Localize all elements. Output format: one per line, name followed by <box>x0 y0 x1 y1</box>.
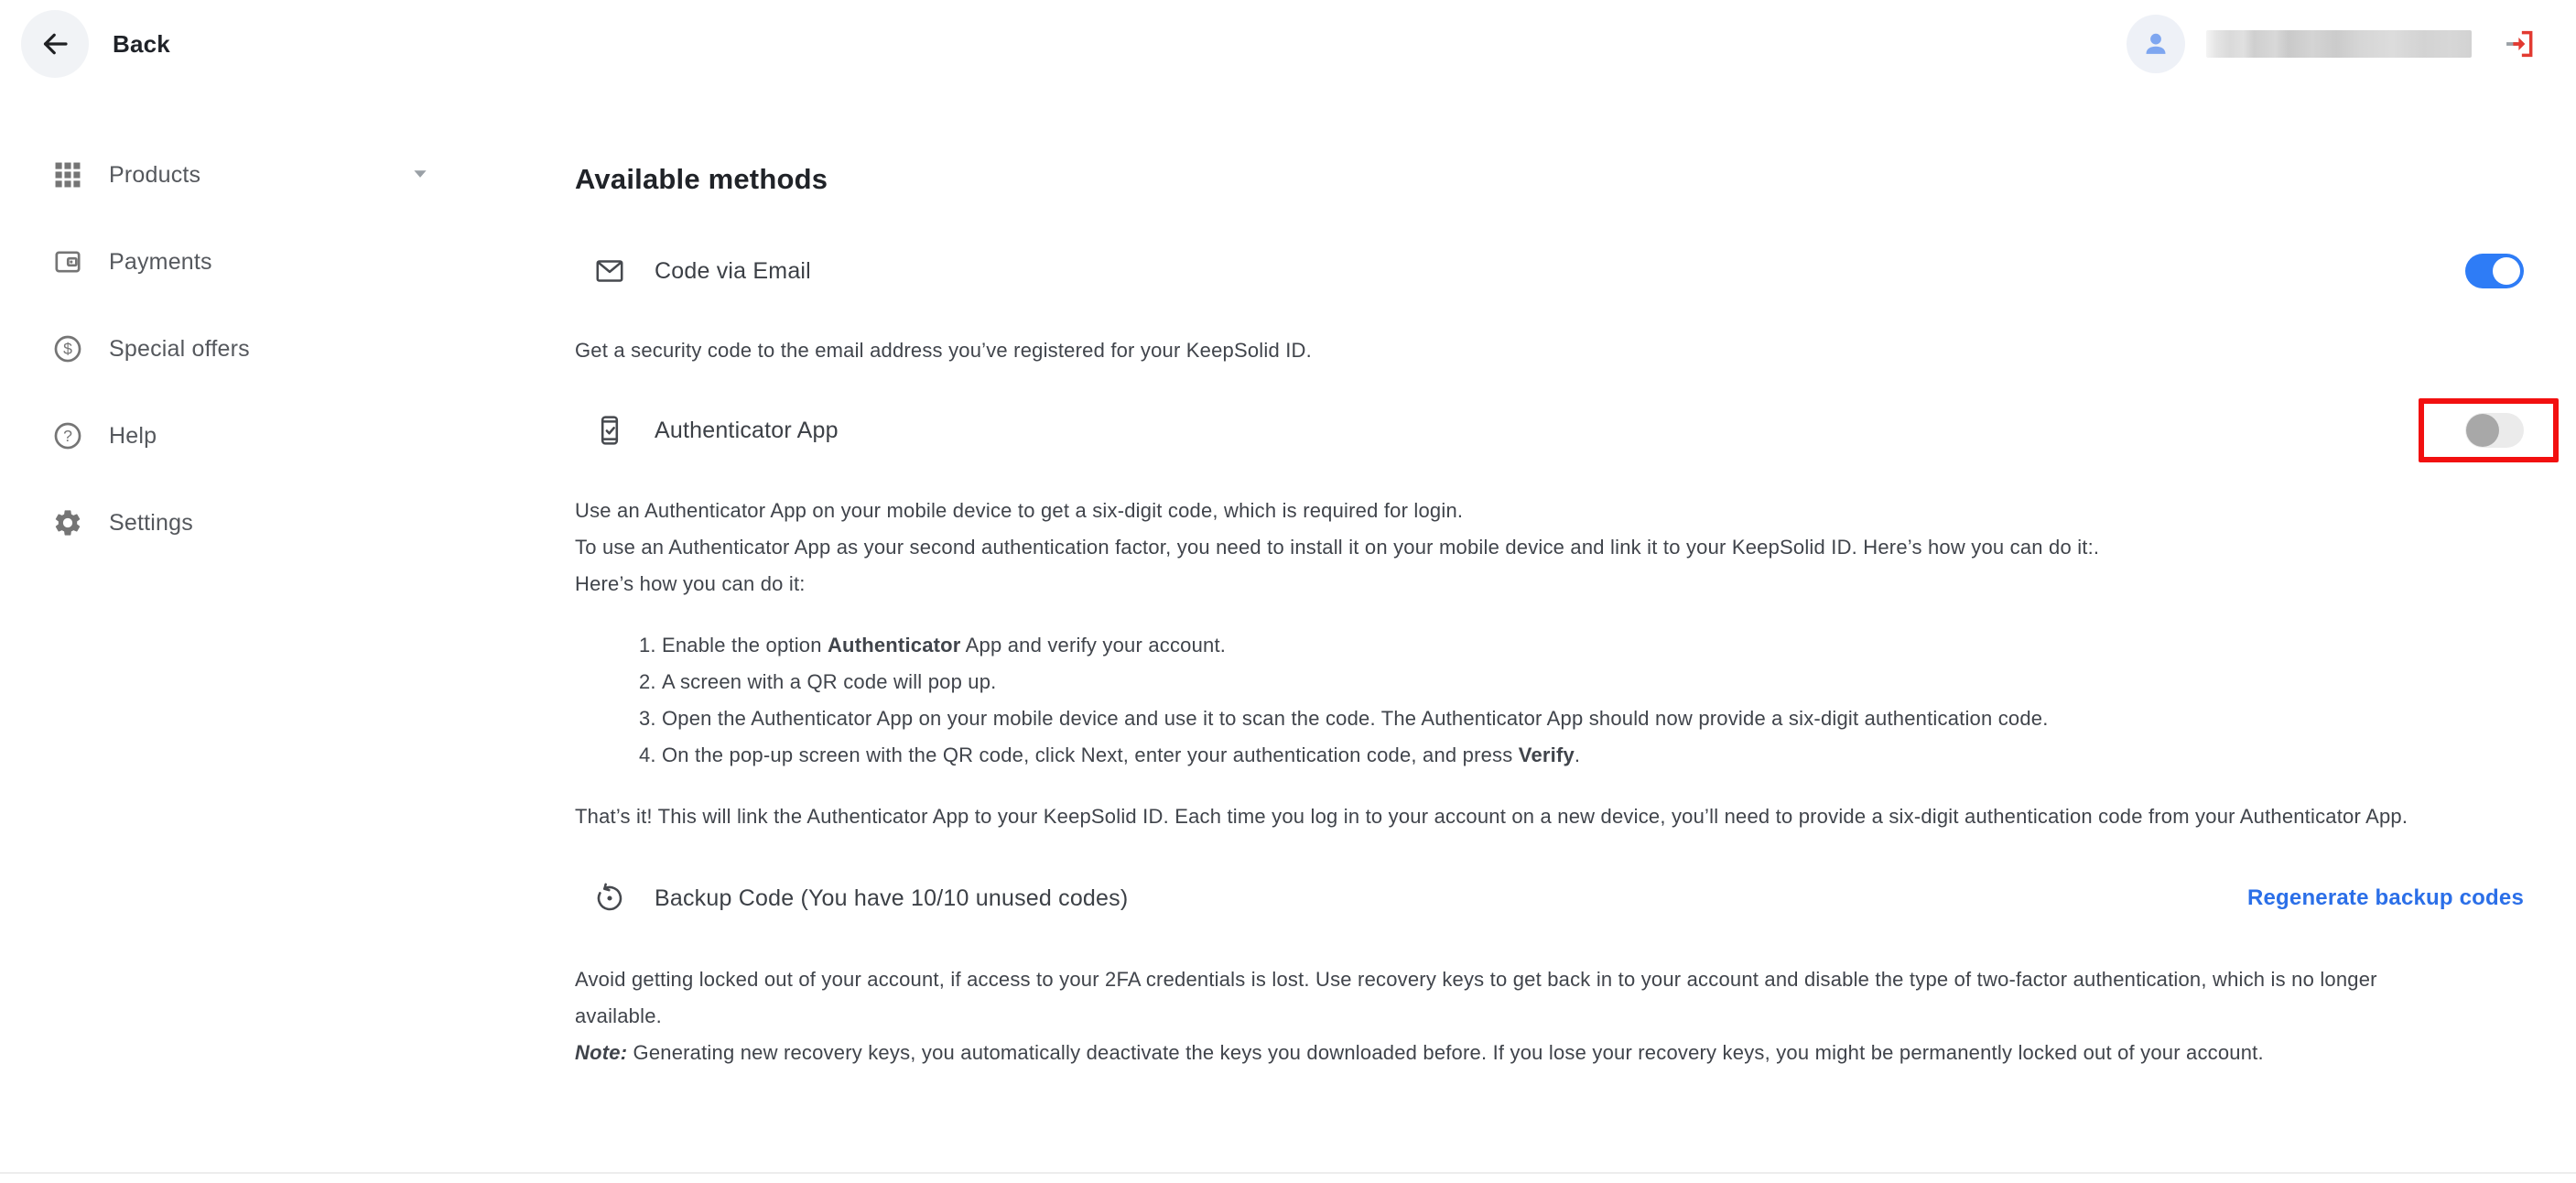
sidebar-item-settings[interactable] <box>52 491 428 555</box>
main-content <box>458 88 2576 1071</box>
method-row-email <box>575 253 2524 289</box>
description-line: To use an Authenticator App as your second authentication factor, you need to install it on your mobile device and link it to your KeepSolid ID. Here’s how you can do it:. <box>575 536 2100 559</box>
authenticator-description <box>575 493 2415 602</box>
sidebar-item-label: Special offers <box>109 335 250 362</box>
sidebar-item-payments[interactable] <box>52 230 428 294</box>
sidebar-item-help[interactable] <box>52 404 428 468</box>
step-item: 3. Open the Authenticator App on your mobile device and use it to scan the code. The Authenticator App should now provide a six-digit authentication code. <box>662 700 2415 737</box>
sidebar-item-special-offers[interactable] <box>52 317 428 381</box>
logout-icon[interactable] <box>2499 26 2539 62</box>
svg-text:?: ? <box>63 427 72 446</box>
svg-text:$: $ <box>63 340 72 359</box>
bottom-divider <box>0 1172 2576 1174</box>
account-area <box>2127 15 2539 73</box>
method-row-authenticator <box>575 398 2524 462</box>
products-grid-icon <box>52 159 83 190</box>
sidebar-item-label: Settings <box>109 509 193 536</box>
description-line: Use an Authenticator App on your mobile device to get a six-digit code, which is required for login. <box>575 499 1464 522</box>
header <box>0 0 2576 88</box>
avatar[interactable] <box>2127 15 2185 73</box>
redacted-account-name[interactable] <box>2206 30 2472 58</box>
method-authenticator-label: Authenticator App <box>655 417 839 443</box>
step-item: 4. On the pop-up screen with the QR code, click Next, enter your authentication code, and press Verify. <box>662 737 2415 774</box>
sidebar-item-label: Payments <box>109 248 212 275</box>
authenticator-phone-icon <box>593 414 626 447</box>
note-label: Note: <box>575 1041 628 1064</box>
toggle-thumb <box>2466 414 2499 447</box>
sidebar-item-label: Help <box>109 422 157 449</box>
method-email-header <box>575 255 811 288</box>
step-item: 1. Enable the option Authenticator App and verify your account. <box>662 627 2415 664</box>
step-item: 2. A screen with a QR code will pop up. <box>662 664 2415 700</box>
email-description: Get a security code to the email address you’ve registered for your KeepSolid ID. <box>575 339 1312 362</box>
method-authenticator-header <box>575 414 839 447</box>
backup-restore-icon <box>593 882 626 915</box>
email-toggle[interactable] <box>2465 254 2524 288</box>
note-text: Generating new recovery keys, you automatically deactivate the keys you downloaded before. If you lose your recovery keys, you might be permanently locked out of your account. <box>627 1041 2264 1064</box>
authenticator-summary: That’s it! This will link the Authenticator App to your KeepSolid ID. Each time you log in to your account on a new device, you’ll need to provide a six-digit authentication code from your Authenticator App. <box>575 805 2408 828</box>
method-backup-label: Backup Code (You have 10/10 unused codes) <box>655 885 1129 911</box>
backup-description: Avoid getting locked out of your account, if access to your 2FA credentials is lost. Use recovery keys to get back in to your account and disable the type of two-factor authentication, which is no longer available. <box>575 968 2377 1027</box>
method-row-backup <box>575 878 2524 918</box>
regenerate-backup-codes-link[interactable]: Regenerate backup codes <box>2246 885 2524 910</box>
backup-note <box>575 1035 2415 1071</box>
toggle-thumb <box>2493 257 2520 285</box>
help-question-icon <box>52 420 83 451</box>
body <box>0 88 2576 1071</box>
payments-wallet-icon <box>52 246 83 277</box>
authenticator-toggle[interactable] <box>2465 413 2524 448</box>
chevron-down-icon <box>413 167 428 183</box>
description-line: Here’s how you can do it: <box>575 572 806 595</box>
page-title: Available methods <box>575 163 828 195</box>
back-label: Back <box>113 29 170 58</box>
email-icon <box>593 255 626 288</box>
sidebar-item-label: Products <box>109 161 201 188</box>
back-arrow-icon <box>21 10 89 78</box>
method-email-label: Code via Email <box>655 257 811 284</box>
sidebar <box>0 88 458 1071</box>
back-button[interactable] <box>21 10 170 78</box>
sidebar-item-products[interactable] <box>52 143 428 207</box>
special-offers-dollar-icon <box>52 333 83 364</box>
annotation-highlight-box <box>2419 398 2559 462</box>
settings-gear-icon <box>52 507 83 538</box>
authenticator-steps-list <box>575 627 2415 774</box>
method-backup-header <box>575 882 1128 915</box>
